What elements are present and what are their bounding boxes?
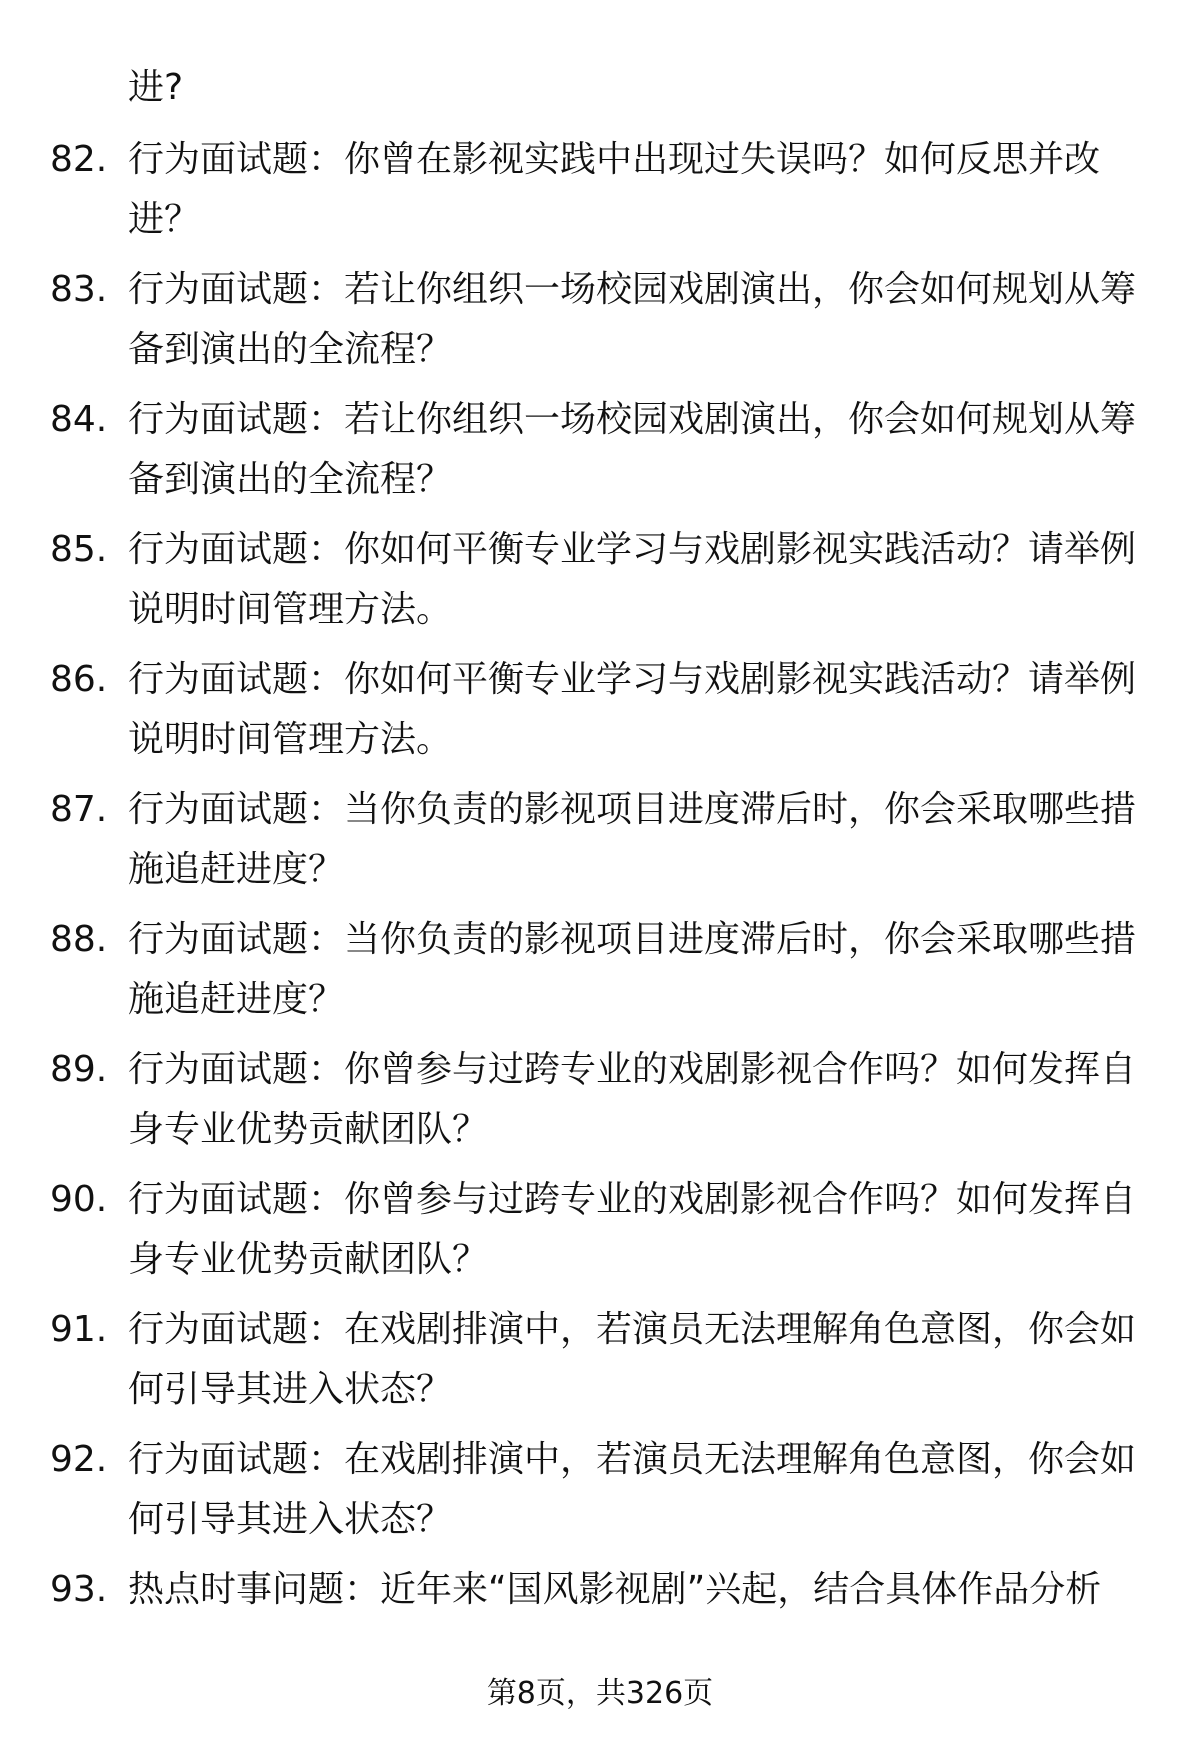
question-item — [0, 1040, 1200, 1170]
question-number: 85. — [50, 529, 108, 570]
question-text: 行为面试题：你如何平衡专业学习与戏剧影视实践活动？请举例说明时间管理方法。 — [128, 659, 1137, 760]
question-item — [0, 650, 1200, 780]
question-item — [0, 1560, 1200, 1690]
question-text: 行为面试题：你曾参与过跨专业的戏剧影视合作吗？如何发挥自身专业优势贡献团队？ — [128, 1049, 1137, 1150]
question-number: 93. — [50, 1569, 108, 1610]
question-item — [0, 520, 1200, 650]
question-text: 热点时事问题：近年来“国风影视剧”兴起，结合具体作品分析 — [128, 1569, 1102, 1610]
question-text: 行为面试题：若让你组织一场校园戏剧演出，你会如何规划从筹备到演出的全流程？ — [128, 399, 1137, 500]
continued-question-text: 进? — [128, 67, 184, 108]
question-text: 行为面试题：当你负责的影视项目进度滞后时，你会采取哪些措施追赶进度？ — [128, 789, 1137, 890]
question-text: 行为面试题：你曾在影视实践中出现过失误吗？如何反思并改进？ — [128, 139, 1101, 240]
question-item — [0, 130, 1200, 260]
question-item — [0, 260, 1200, 390]
question-number: 89. — [50, 1049, 108, 1090]
page-footer: 第8页，共326页 — [486, 1676, 714, 1711]
question-text: 行为面试题：你如何平衡专业学习与戏剧影视实践活动？请举例说明时间管理方法。 — [128, 529, 1137, 630]
question-text: 行为面试题：在戏剧排演中，若演员无法理解角色意图，你会如何引导其进入状态？ — [128, 1309, 1137, 1410]
question-number: 91. — [50, 1309, 108, 1350]
question-item — [0, 780, 1200, 910]
question-number: 83. — [50, 269, 108, 310]
question-item — [0, 1170, 1200, 1300]
question-list — [0, 130, 1200, 1690]
question-item — [0, 1300, 1200, 1430]
question-item — [0, 910, 1200, 1040]
question-number: 90. — [50, 1179, 108, 1220]
question-number: 82. — [50, 139, 108, 180]
question-number: 84. — [50, 399, 108, 440]
question-number: 87. — [50, 789, 108, 830]
question-item — [0, 1430, 1200, 1560]
question-item — [0, 390, 1200, 520]
question-text: 行为面试题：当你负责的影视项目进度滞后时，你会采取哪些措施追赶进度？ — [128, 919, 1137, 1020]
question-number: 92. — [50, 1439, 108, 1480]
question-text: 行为面试题：若让你组织一场校园戏剧演出，你会如何规划从筹备到演出的全流程？ — [128, 269, 1137, 370]
question-text: 行为面试题：你曾参与过跨专业的戏剧影视合作吗？如何发挥自身专业优势贡献团队？ — [128, 1179, 1137, 1280]
question-text: 行为面试题：在戏剧排演中，若演员无法理解角色意图，你会如何引导其进入状态？ — [128, 1439, 1137, 1540]
question-number: 86. — [50, 659, 108, 700]
question-number: 88. — [50, 919, 108, 960]
